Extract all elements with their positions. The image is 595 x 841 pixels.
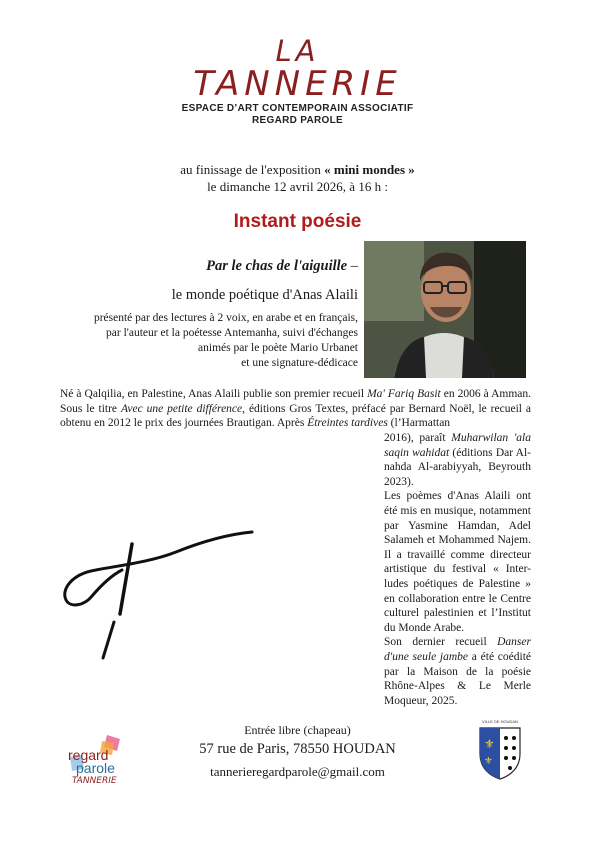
logo-tannerie: TANNERIE xyxy=(193,64,402,104)
bio-text: (l’Harmattan xyxy=(387,417,451,430)
bio-text: Né à Qalqilia, en Palestine, Anas Alaili publie son premier recueil xyxy=(60,388,368,400)
bio-text: Son dernier recueil xyxy=(384,636,498,649)
bio-text: (éditions Dar Al-nahda Al-arabiyyah, Beyrouth 2023). xyxy=(384,446,532,488)
book-title: Muharwilan 'ala saqin wahidat xyxy=(384,432,531,459)
houdan-coat-of-arms xyxy=(474,719,526,781)
svg-text:⚜: ⚜ xyxy=(484,737,495,751)
bio-text: , éditions Gros Textes, préfacé par Bernard Noël, le recueil a obtenu en 2012 le prix des journées Brautigan. Après xyxy=(60,402,531,430)
logo-subtitle-2: REGARD PAROLE xyxy=(252,115,343,126)
event-subtitle: le monde poétique d'Anas Alaili xyxy=(171,287,358,303)
desc-line: par l'auteur et la poétesse Antemanha, suivi d'échanges xyxy=(106,327,358,339)
book-title: Ma' Fariq Basit xyxy=(367,388,441,400)
bio-col-para-3 xyxy=(384,635,531,708)
bio-column xyxy=(384,431,531,708)
event-title-dash: – xyxy=(347,258,358,274)
bio-text: a été coédité par la Maison de la poésie Rhône-Alpes & Le Merle Moqueur, 2025. xyxy=(384,650,531,707)
logo-parole-text: parole xyxy=(76,760,115,776)
svg-text:⚜: ⚜ xyxy=(484,756,493,767)
needle-thread-illustration xyxy=(56,510,256,660)
email-link[interactable]: tannerieregardparole@gmail.com xyxy=(210,764,385,779)
address: 57 rue de Paris, 78550 HOUDAN xyxy=(199,741,396,757)
event-title-italic: Par le chas de l'aiguille xyxy=(206,258,348,274)
book-title: Étreintes tardives xyxy=(307,417,388,430)
exhibition-name: « mini mondes » xyxy=(324,162,415,177)
regard-parole-logo xyxy=(62,729,132,787)
bio-col-para-2: Les poèmes d'Anas Alaili ont été mis en musique, notamment par Yasmine Hamdan, Adel Salameh et Mohammed Najem. Il a travaillé comme directeur artistique du festival « Inter-ludes poétiques de Palestine » en collaboration entre le Centre culturel palestinien et l’Institut du Monde Arabe. xyxy=(384,490,531,634)
logo-regard-text: regard xyxy=(68,747,109,763)
book-title: Danser d'une seule jambe xyxy=(384,636,531,663)
bio-text: 2016), paraît xyxy=(384,432,452,444)
bio-col-para-1 xyxy=(384,431,531,489)
intro-prefix: au finissage de l'exposition xyxy=(180,162,321,177)
entry-info: Entrée libre (chapeau) xyxy=(244,723,351,737)
desc-line: et une signature-dédicace xyxy=(241,357,358,369)
logo-tannerie-small: TANNERIE xyxy=(72,776,117,786)
desc-line: présenté par des lectures à 2 voix, en arabe et en français, xyxy=(93,312,358,324)
book-title: Avec une petite différence xyxy=(120,402,243,415)
intro-line-2: le dimanche 12 avril 2026, à 16 h : xyxy=(207,179,388,194)
event-description xyxy=(94,311,358,371)
bio-paragraph xyxy=(60,387,531,431)
intro-line-1 xyxy=(0,162,595,178)
logo-subtitle-1: ESPACE D’ART CONTEMPORAIN ASSOCIATIF xyxy=(181,103,414,114)
logo-la: LA xyxy=(275,34,320,68)
author-photo xyxy=(364,241,526,378)
desc-line: animés par le poète Mario Urbanet xyxy=(198,342,358,354)
shield-label: VILLE DE HOUDAN xyxy=(481,719,518,724)
bio-text: en 2006 à Amman. Sous le titre xyxy=(60,388,531,415)
headline: Instant poésie xyxy=(233,211,362,232)
event-title xyxy=(206,258,358,275)
